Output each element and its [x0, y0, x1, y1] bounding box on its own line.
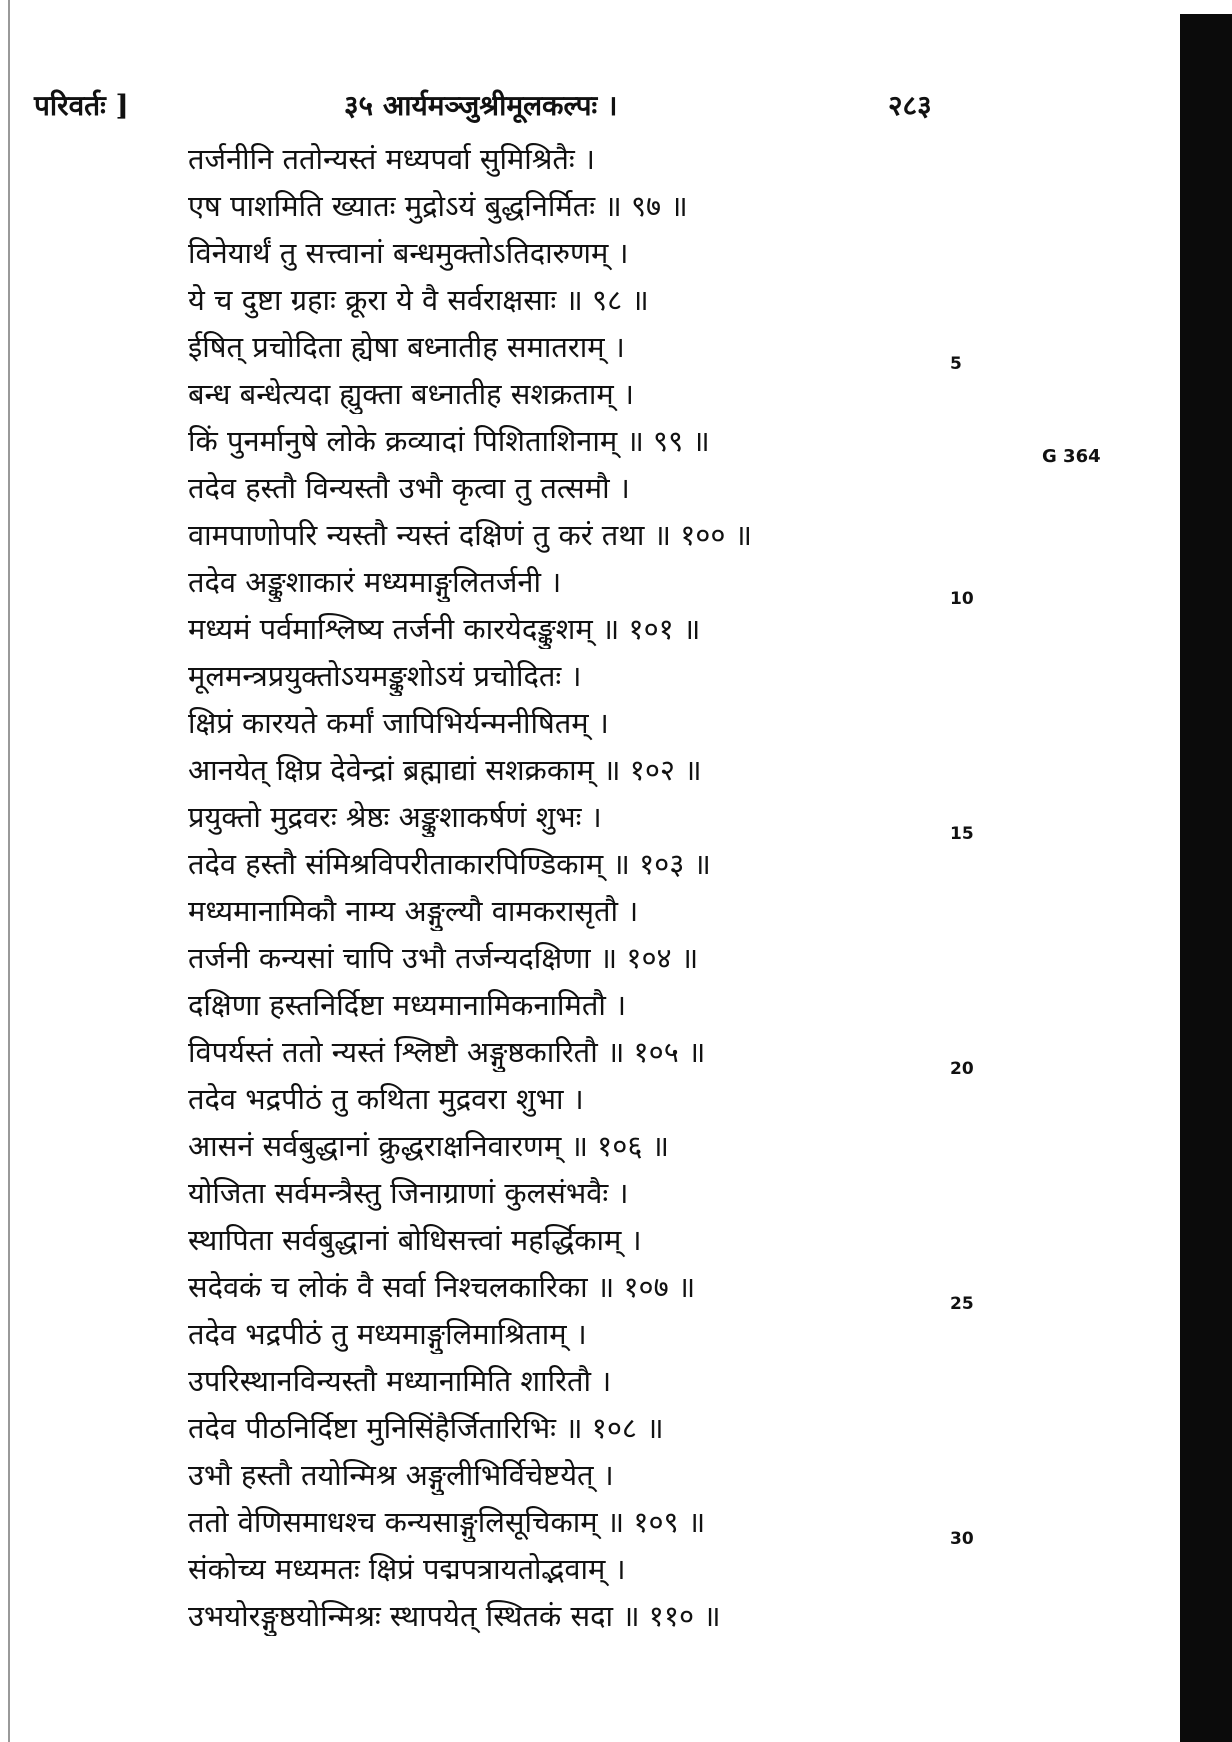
line-number: 20 — [950, 1059, 974, 1079]
verse-line: तर्जनी कन्यसां चापि उभौ तर्जन्यदक्षिणा ॥ १०४ ॥ — [188, 941, 699, 975]
verse-line: तदेव हस्तौ संमिश्रविपरीताकारपिण्डिकाम् ॥ १०३ ॥ — [188, 847, 711, 881]
line-number: 10 — [950, 589, 974, 609]
verse-line: आनयेत् क्षिप्र देवेन्द्रां ब्रह्माद्यां सशक्रकाम् ॥ १०२ ॥ — [188, 753, 702, 787]
verse-line: विपर्यस्तं ततो न्यस्तं श्लिष्टौ अङ्गुष्ठकारितौ ॥ १०५ ॥ — [188, 1035, 706, 1069]
page-number: २८३ — [888, 89, 932, 122]
verse-line: ये च दुष्टा ग्रहाः क्रूरा ये वै सर्वराक्षसाः ॥ ९८ ॥ — [188, 283, 649, 317]
verse-line: तदेव भद्रपीठं तु मध्यमाङ्गुलिमाश्रिताम् । — [188, 1317, 587, 1351]
verse-line: ततो वेणिसमाधश्च कन्यसाङ्गुलिसूचिकाम् ॥ १०९ ॥ — [188, 1505, 706, 1539]
header-chapter-label: परिवर्तः ] — [34, 89, 129, 122]
verse-line: मध्यमानामिकौ नाम्य अङ्गुल्यौ वामकरासृतौ । — [188, 894, 639, 928]
verse-line: वामपाणोपरि न्यस्तौ न्यस्तं दक्षिणं तु करं तथा ॥ १०० ॥ — [188, 518, 753, 552]
verse-line: सदेवकं च लोकं वै सर्वा निश्चलकारिका ॥ १०७ ॥ — [188, 1270, 696, 1304]
verse-line: तदेव अङ्कुशाकारं मध्यमाङ्गुलितर्जनी । — [188, 565, 562, 599]
verse-line: ईषित् प्रचोदिता ह्येषा बध्नातीह समातराम् । — [188, 330, 625, 364]
verse-line: बन्ध बन्धेत्यदा ह्युक्ता बध्नातीह सशक्रताम् । — [188, 377, 634, 411]
line-number: 25 — [950, 1294, 974, 1314]
verse-line: तर्जनीनि ततोन्यस्तं मध्यपर्वा सुमिश्रितैः । — [188, 142, 595, 176]
verse-line: दक्षिणा हस्तनिर्दिष्टा मध्यमानामिकनामितौ । — [188, 988, 627, 1022]
verse-line: योजिता सर्वमन्त्रैस्तु जिनाग्राणां कुलसंभवैः । — [188, 1176, 629, 1210]
verse-line: उभयोरङ्गुष्ठयोन्मिश्रः स्थापयेत् स्थितकं सदा ॥ ११० ॥ — [188, 1599, 721, 1633]
verse-line: प्रयुक्तो मुद्रवरः श्रेष्ठः अङ्कुशाकर्षणं शुभः । — [188, 800, 602, 834]
line-number: 30 — [950, 1529, 974, 1549]
verse-line: किं पुनर्मानुषे लोके क्रव्यादां पिशिताशिनाम् ॥ ९९ ॥ — [188, 424, 710, 458]
scan-dark-edge — [1180, 14, 1232, 1742]
verse-line: विनेयार्थं तु सत्त्वानां बन्धमुक्तोऽतिदारुणम् । — [188, 236, 629, 270]
line-number: 5 — [950, 354, 962, 374]
verse-line: तदेव हस्तौ विन्यस्तौ उभौ कृत्वा तु तत्समौ । — [188, 471, 630, 505]
verse-line: क्षिप्रं कारयते कर्मां जापिभिर्यन्मनीषितम् । — [188, 706, 609, 740]
verse-line: स्थापिता सर्वबुद्धानां बोधिसत्त्वां महर्द्धिकाम् । — [188, 1223, 642, 1257]
running-title: ३५ आर्यमञ्जुश्रीमूलकल्पः । — [344, 89, 618, 122]
verse-line: तदेव भद्रपीठं तु कथिता मुद्रवरा शुभा । — [188, 1082, 584, 1116]
margin-reference: G 364 — [1042, 446, 1101, 467]
line-number: 15 — [950, 824, 974, 844]
verse-line: उभौ हस्तौ तयोन्मिश्र अङ्गुलीभिर्विचेष्टयेत् । — [188, 1458, 614, 1492]
verse-line: आसनं सर्वबुद्धानां क्रुद्धराक्षनिवारणम् ॥ १०६ ॥ — [188, 1129, 670, 1163]
verse-line: संकोच्य मध्यमतः क्षिप्रं पद्मपत्रायतोद्भवाम् । — [188, 1552, 626, 1586]
verse-line: तदेव पीठनिर्दिष्टा मुनिसिंहैर्जितारिभिः ॥ १०८ ॥ — [188, 1411, 664, 1445]
verse-line: मूलमन्त्रप्रयुक्तोऽयमङ्कुशोऽयं प्रचोदितः । — [188, 659, 582, 693]
verse-line: एष पाशमिति ख्यातः मुद्रोऽयं बुद्धनिर्मितः ॥ ९७ ॥ — [188, 189, 688, 223]
left-edge-rule — [8, 0, 10, 1742]
verse-line: मध्यमं पर्वमाश्लिष्य तर्जनी कारयेदङ्कुशम् ॥ १०१ ॥ — [188, 612, 701, 646]
verse-line: उपरिस्थानविन्यस्तौ मध्यानामिति शारितौ । — [188, 1364, 612, 1398]
